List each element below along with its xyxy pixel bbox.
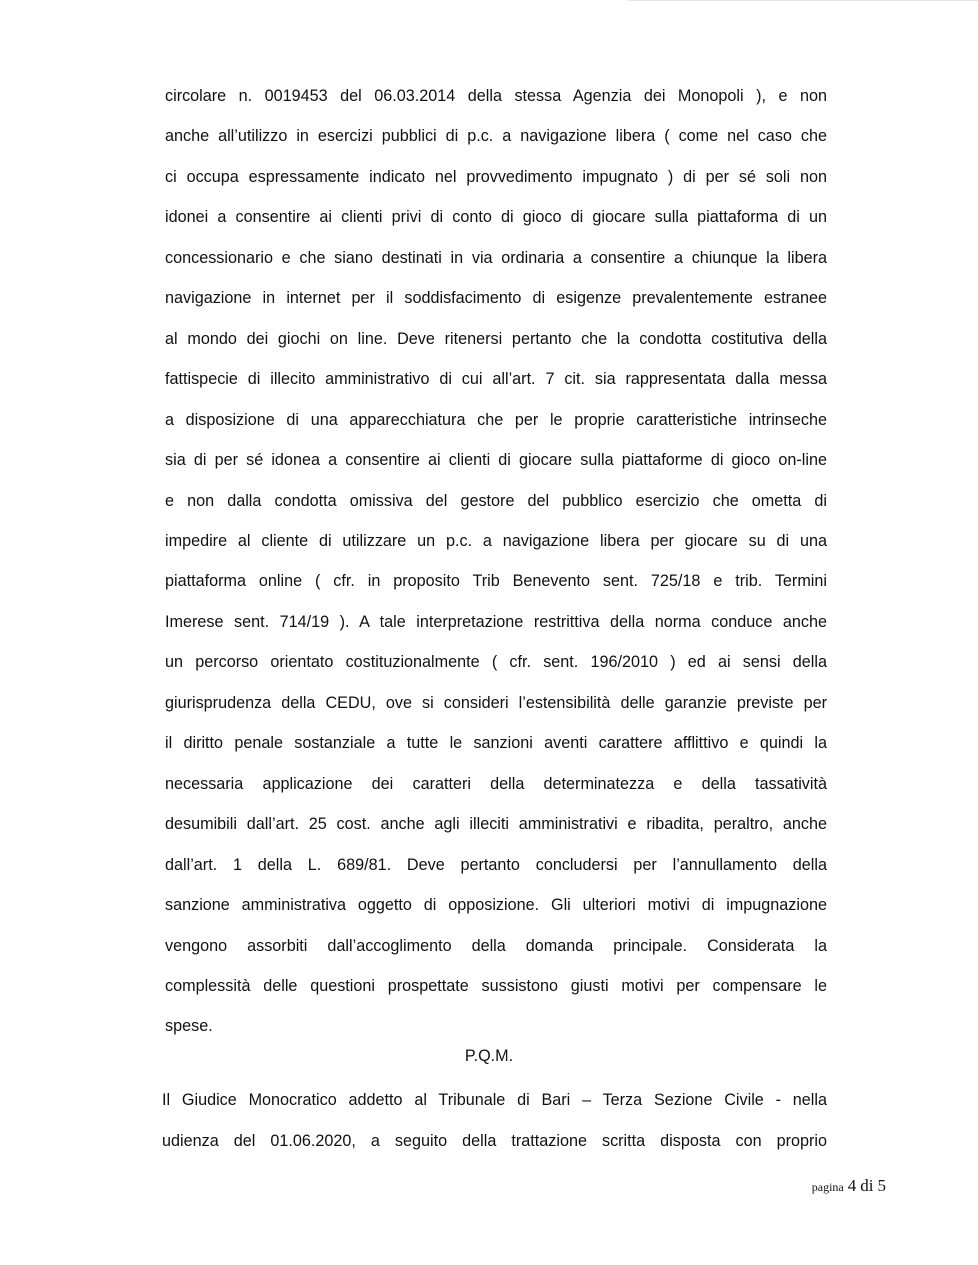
body-line: complessità delle questioni prospettate sussistono giusti motivi per compensare le [165,976,827,995]
page-number-footer [812,1176,886,1196]
body-line: dall’art. 1 della L. 689/81. Deve pertanto concludersi per l’annullamento della [165,855,827,874]
body-line: giurisprudenza della CEDU, ove si consideri l’estensibilità delle garanzie previste per [165,693,827,712]
page-total: 5 [877,1176,886,1195]
body-line: vengono assorbiti dall’accoglimento della domanda principale. Considerata la [165,936,827,955]
section-heading [0,1036,978,1076]
body-line: piattaforma online ( cfr. in proposito Trib Benevento sent. 725/18 e trib. Termini [165,572,827,591]
operative-line: Il Giudice Monocratico addetto al Tribunale di Bari – Terza Sezione Civile - nella [162,1091,827,1109]
body-line: un percorso orientato costituzionalmente ( cfr. sent. 196/2010 ) ed ai sensi della [165,653,827,672]
body-line: spese. [165,1017,213,1036]
body-line: sia di per sé idonea a consentire ai clienti di giocare sulla piattaforme di gioco on-line [165,451,827,470]
body-line: concessionario e che siano destinati in via ordinaria a consentire a chiunque la libera [165,248,827,267]
body-line: circolare n. 0019453 del 06.03.2014 della stessa Agenzia dei Monopoli ), e non [165,87,827,105]
page-of-label: di [860,1176,874,1195]
body-line: a disposizione di una apparecchiatura che per le proprie caratteristiche intrinseche [165,410,827,429]
body-line: sanzione amministrativa oggetto di opposizione. Gli ulteriori motivi di impugnazione [165,896,827,915]
page-label: pagina [811,1180,844,1194]
top-edge-rule [628,0,978,1]
body-line: ci occupa espressamente indicato nel provvedimento impugnato ) di per sé soli non [165,167,827,186]
section-heading-text: P.Q.M. [464,1047,514,1065]
body-line: fattispecie di illecito amministrativo di cui all’art. 7 cit. sia rappresentata dalla messa [165,370,827,389]
body-line: idonei a consentire ai clienti privi di conto di gioco di giocare sulla piattaforma di un [165,208,827,227]
operative-line: udienza del 01.06.2020, a seguito della trattazione scritta disposta con proprio [162,1131,827,1150]
page-current: 4 [847,1176,857,1195]
operative-paragraph [162,1080,827,1161]
body-line: anche all’utilizzo in esercizi pubblici di p.c. a navigazione libera ( come nel caso che [165,127,827,146]
body-paragraph [165,76,827,1047]
body-line: desumibili dall’art. 25 cost. anche agli illeciti amministrativi e ribadita, peraltro, anche [165,815,827,834]
body-line: e non dalla condotta omissiva del gestore del pubblico esercizio che ometta di [165,491,827,510]
body-line: al mondo dei giochi on line. Deve ritenersi pertanto che la condotta costitutiva della [165,329,827,348]
body-line: necessaria applicazione dei caratteri della determinatezza e della tassatività [165,774,827,793]
body-line: impedire al cliente di utilizzare un p.c. a navigazione libera per giocare su di una [165,531,827,550]
body-line: Imerese sent. 714/19 ). A tale interpretazione restrittiva della norma conduce anche [165,612,827,631]
body-line: il diritto penale sostanziale a tutte le sanzioni aventi carattere afflittivo e quindi la [165,734,827,753]
body-line: navigazione in internet per il soddisfacimento di esigenze prevalentemente estranee [165,289,827,308]
